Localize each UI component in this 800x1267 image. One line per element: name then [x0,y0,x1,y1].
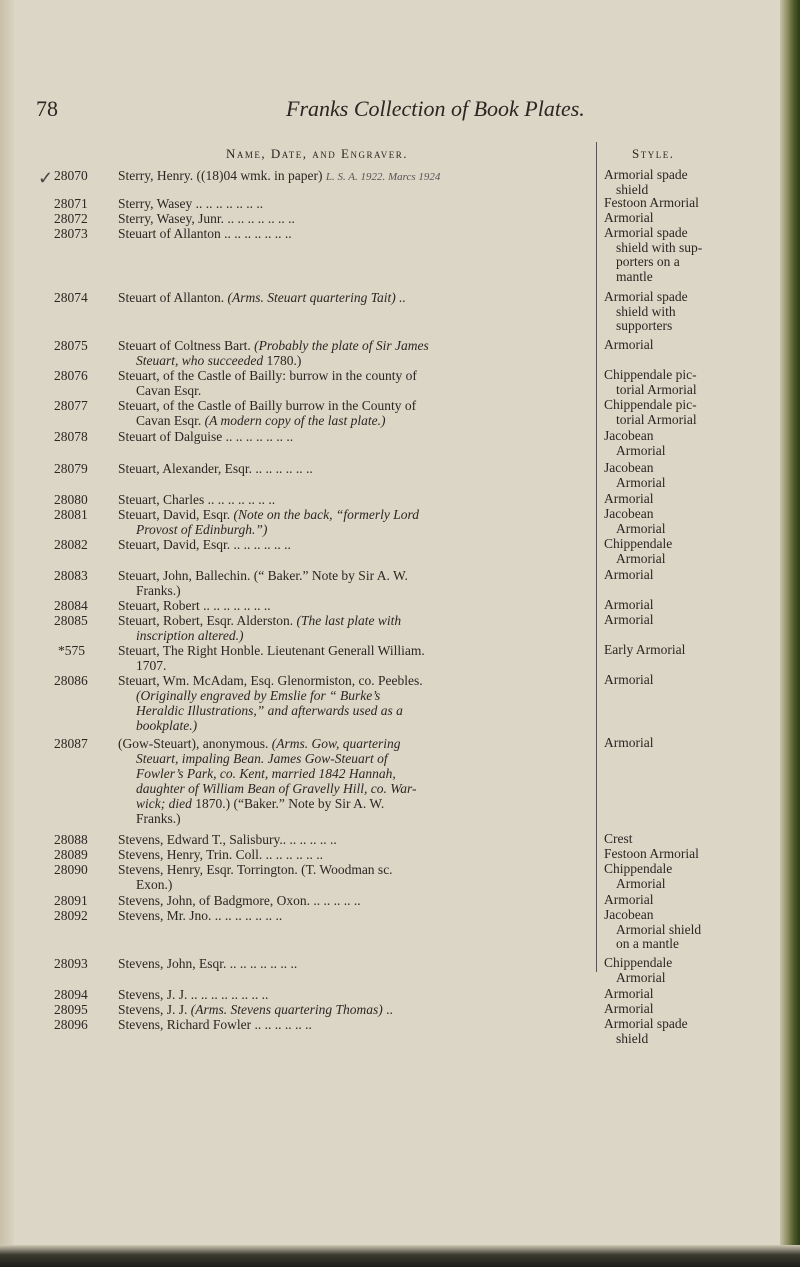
column-divider [596,142,597,972]
entry-name [118,537,594,552]
column-headers [56,146,756,164]
entry-number: 28088 [54,832,88,847]
entry-name [118,1002,594,1017]
entry-name [118,862,594,892]
book-spine-edge [780,0,800,1267]
entry-style [604,537,754,566]
entry-name [118,673,594,733]
entry-number: 28077 [54,398,88,413]
entry-line2: Franks.) [136,583,181,598]
entry-name-text: Stevens, John, Esqr. .. .. .. .. .. .. .. [118,956,298,971]
entry-number: 28083 [54,568,88,583]
style-line: Armorial [616,474,666,490]
entry-name-text: Steuart, Alexander, Esqr. .. .. .. .. .. .. [118,461,313,476]
entry-name [118,893,594,908]
entry-style [604,847,754,862]
entry-style [604,492,754,507]
entry-number: 28095 [54,1002,88,1017]
entry-name [118,956,594,971]
entry-number: 28087 [54,736,88,751]
entry-name-text: Sterry, Wasey, Junr. .. .. .. .. .. .. .. [118,211,295,226]
entry-line2-italic: (Originally engraved by Emslie for “ Burke’s [136,688,381,703]
entry-style [604,211,754,226]
entry-style [604,226,754,284]
entry-name-text: Stevens, Richard Fowler .. .. .. .. .. .. [118,1017,312,1032]
style-line: Chippendale [604,955,673,970]
entry-style [604,598,754,613]
entry-line3-italic: Heraldic Illustrations,” and afterwards used as a [136,703,403,718]
margin-tick-mark: ✓ [38,168,54,188]
entry-number: 28072 [54,211,88,226]
entry-number: 28089 [54,847,88,862]
entry-name [118,568,594,598]
entry-name-text: Steuart, of the Castle of Bailly burrow in the County of [118,398,417,413]
style-line: Armorial spade [604,225,688,240]
style-line: Chippendale [604,861,673,876]
entry-style [604,168,754,197]
page-bottom-edge [0,1245,800,1267]
style-line: Armorial [604,1001,654,1016]
entry-name [118,832,594,847]
entry-number: 28079 [54,461,88,476]
entry-name-text: Steuart, David, Esqr. [118,507,231,522]
entry-style [604,736,754,751]
entry-name-text: Steuart, The Right Honble. Lieutenant Generall William. [118,643,425,658]
entry-line2-tail: 1780.) [266,353,302,368]
entry-style [604,673,754,688]
style-line: Armorial [616,969,666,985]
style-line: Armorial [604,892,654,907]
entry-note-italic: (Arms. Stevens quartering Thomas) [190,1002,383,1017]
entry-name [118,196,594,211]
style-line: Armorial [604,986,654,1001]
entry-name [118,338,594,368]
entry-name-text: Stevens, Henry, Trin. Coll. .. .. .. .. .. .. [118,847,324,862]
entry-line5-italic: wick; died [136,796,192,811]
style-line: Armorial [616,550,666,566]
running-title: Franks Collection of Book Plates. [286,96,585,121]
entry-name [118,643,594,673]
entry-name-text: Steuart, Wm. McAdam, Esq. Glenormiston, co. Peebles. [118,673,423,688]
style-line: Armorial [604,735,654,750]
style-line: Armorial [616,875,666,891]
entry-name-text: Steuart, Robert, Esqr. Alderston. [118,613,294,628]
entry-name-text: Sterry, Henry. ((18)04 wmk. in paper) [118,168,323,183]
entry-name [118,613,594,643]
entry-style [604,956,754,985]
entry-number: 28092 [54,908,88,923]
entry-style [604,1017,754,1046]
style-line: Jacobean [604,907,654,922]
entry-name [118,168,594,185]
entry-name-text: Steuart, John, Ballechin. (“ Baker.” Note by Sir A. W. [118,568,408,583]
entry-style [604,987,754,1002]
style-line: on a mantle [616,936,679,951]
entry-name [118,492,594,507]
style-line: Armorial spade [604,167,688,182]
entry-number: 28078 [54,429,88,444]
entry-style [604,893,754,908]
entry-style [604,398,754,427]
entry-style [604,196,754,211]
entry-number: 28096 [54,1017,88,1032]
entry-style [604,643,754,658]
style-line: shield [616,181,649,197]
entry-name-text: Stevens, John, of Badgmore, Oxon. .. .. .. .. .. [118,893,361,908]
style-line: Armorial [604,567,654,582]
entry-style [604,568,754,583]
entry-line2-italic: inscription altered.) [136,628,244,643]
entry-line2: 1707. [136,658,167,673]
entry-number: 28080 [54,492,88,507]
entry-name [118,429,594,444]
entry-number: 28074 [54,290,88,305]
entry-name [118,398,594,428]
entry-name-text: Steuart, David, Esqr. .. .. .. .. .. .. [118,537,291,552]
entry-name-text: Stevens, J. J. [118,1002,188,1017]
style-line: Armorial [604,491,654,506]
entry-line5-tail: 1870.) (“Baker.” Note by Sir A. W. [195,796,385,811]
style-line: torial Armorial [616,381,697,397]
entry-name-text: Stevens, J. J. .. .. .. .. .. .. .. .. [118,987,269,1002]
entry-line2: Cavan Esqr. [136,413,202,428]
entry-style [604,1002,754,1017]
entry-number: 28091 [54,893,88,908]
entry-style [604,908,754,952]
style-line: Armorial [604,672,654,687]
entry-number: 28082 [54,537,88,552]
style-line: Armorial shield [616,921,702,937]
entry-style [604,613,754,628]
entry-style [604,368,754,397]
entry-name-text: Steuart, Charles .. .. .. .. .. .. .. [118,492,276,507]
entry-number: 28093 [54,956,88,971]
entry-number: 28094 [54,987,88,1002]
style-line: Armorial [616,520,666,536]
handwritten-note: L. S. A. 1922. Marcs 1924 [325,171,441,183]
style-line: shield [616,1030,649,1046]
entry-name-text: (Gow-Steuart), anonymous. [118,736,269,751]
entry-name [118,368,594,398]
entry-line4-italic: daughter of William Bean of Gravelly Hill, co. War- [136,781,417,796]
entry-line2: Exon.) [136,877,173,892]
style-line: shield with sup- [616,239,703,255]
style-line: Jacobean [604,506,654,521]
entry-style [604,429,754,458]
entry-name-text: Stevens, Edward T., Salisbury.. .. .. .. .. .. [118,832,337,847]
entry-name [118,598,594,613]
entry-note-italic: (Arms. Steuart quartering Tait) .. [227,290,406,305]
style-line: Armorial [616,442,666,458]
entry-name-text: Steuart of Allanton .. .. .. .. .. .. .. [118,226,292,241]
entry-note-italic: (Note on the back, “formerly Lord [233,507,419,522]
entry-number: *575 [58,643,85,658]
entry-name [118,908,594,923]
style-line: Festoon Armorial [604,846,699,861]
entry-number: 28081 [54,507,88,522]
entry-name [118,461,594,476]
style-line: Chippendale pic- [604,397,697,412]
style-line: Armorial [604,337,654,352]
entry-name [118,226,594,241]
style-line: shield with [616,303,676,319]
entry-name-text: Sterry, Wasey .. .. .. .. .. .. .. [118,196,264,211]
entry-line3-italic: Fowler’s Park, co. Kent, married 1842 Hannah, [136,766,396,781]
entry-name [118,987,594,1002]
entry-line6: Franks.) [136,811,181,826]
style-line: supporters [616,318,673,333]
entry-line2-italic: (A modern copy of the last plate.) [204,413,386,428]
entry-line4-italic: bookplate.) [136,718,198,733]
style-line: Jacobean [604,428,654,443]
entry-style [604,461,754,490]
entry-name-text: Steuart of Dalguise .. .. .. .. .. .. .. [118,429,294,444]
entry-line2: Cavan Esqr. [136,383,202,398]
entry-number: 28073 [54,226,88,241]
entry-style [604,862,754,891]
entry-name [118,211,594,226]
style-line: Early Armorial [604,642,686,657]
entry-note-italic: (Arms. Gow, quartering [271,736,401,751]
entry-number: 28090 [54,862,88,877]
entry-name [118,507,594,537]
entry-line2-italic: Provost of Edinburgh.”) [136,522,268,537]
entry-note-italic: (The last plate with [296,613,402,628]
style-line: Armorial [604,612,654,627]
entry-tail: .. [386,1002,393,1017]
style-line: Armorial [604,210,654,225]
entry-line2-italic: Steuart, impaling Bean. James Gow-Steuart of [136,751,388,766]
entry-name-text: Stevens, Mr. Jno. .. .. .. .. .. .. .. [118,908,283,923]
entry-number: 28075 [54,338,88,353]
style-line: Armorial [604,597,654,612]
style-line: Jacobean [604,460,654,475]
entry-number: 28085 [54,613,88,628]
column-header-name: Name, Date, and Engraver. [226,146,409,161]
column-header-style: Style. [632,146,675,161]
style-line: Chippendale pic- [604,367,697,382]
entry-style [604,290,754,334]
entry-number: 28076 [54,368,88,383]
entry-name-text: Steuart, Robert .. .. .. .. .. .. .. [118,598,271,613]
entry-name [118,290,594,305]
entry-style [604,832,754,847]
style-line: Armorial spade [604,289,688,304]
entry-name-text: Steuart of Coltness Bart. [118,338,251,353]
page-left-edge [0,0,14,1250]
entry-note-italic: (Probably the plate of Sir James [254,338,429,353]
entry-number: 28084 [54,598,88,613]
entry-name [118,1017,594,1032]
entry-name-text: Steuart, of the Castle of Bailly: burrow in the county of [118,368,417,383]
style-line: Crest [604,831,633,846]
entry-name [118,847,594,862]
entry-style [604,338,754,353]
style-line: Armorial spade [604,1016,688,1031]
entry-name [118,736,594,826]
style-line: Festoon Armorial [604,195,699,210]
entry-style [604,507,754,536]
style-line: torial Armorial [616,411,697,427]
entry-number: 28086 [54,673,88,688]
page-header [36,96,756,130]
entry-name-text: Steuart of Allanton. [118,290,225,305]
entry-number: 28070 [54,168,88,183]
entry-line2-italic: Steuart, who succeeded [136,353,264,368]
style-line: porters on a [616,254,680,269]
style-line: mantle [616,268,653,284]
entry-name-text: Stevens, Henry, Esqr. Torrington. (T. Woodman sc. [118,862,393,877]
entry-number: 28071 [54,196,88,211]
page-number: 78 [36,96,58,121]
style-line: Chippendale [604,536,673,551]
